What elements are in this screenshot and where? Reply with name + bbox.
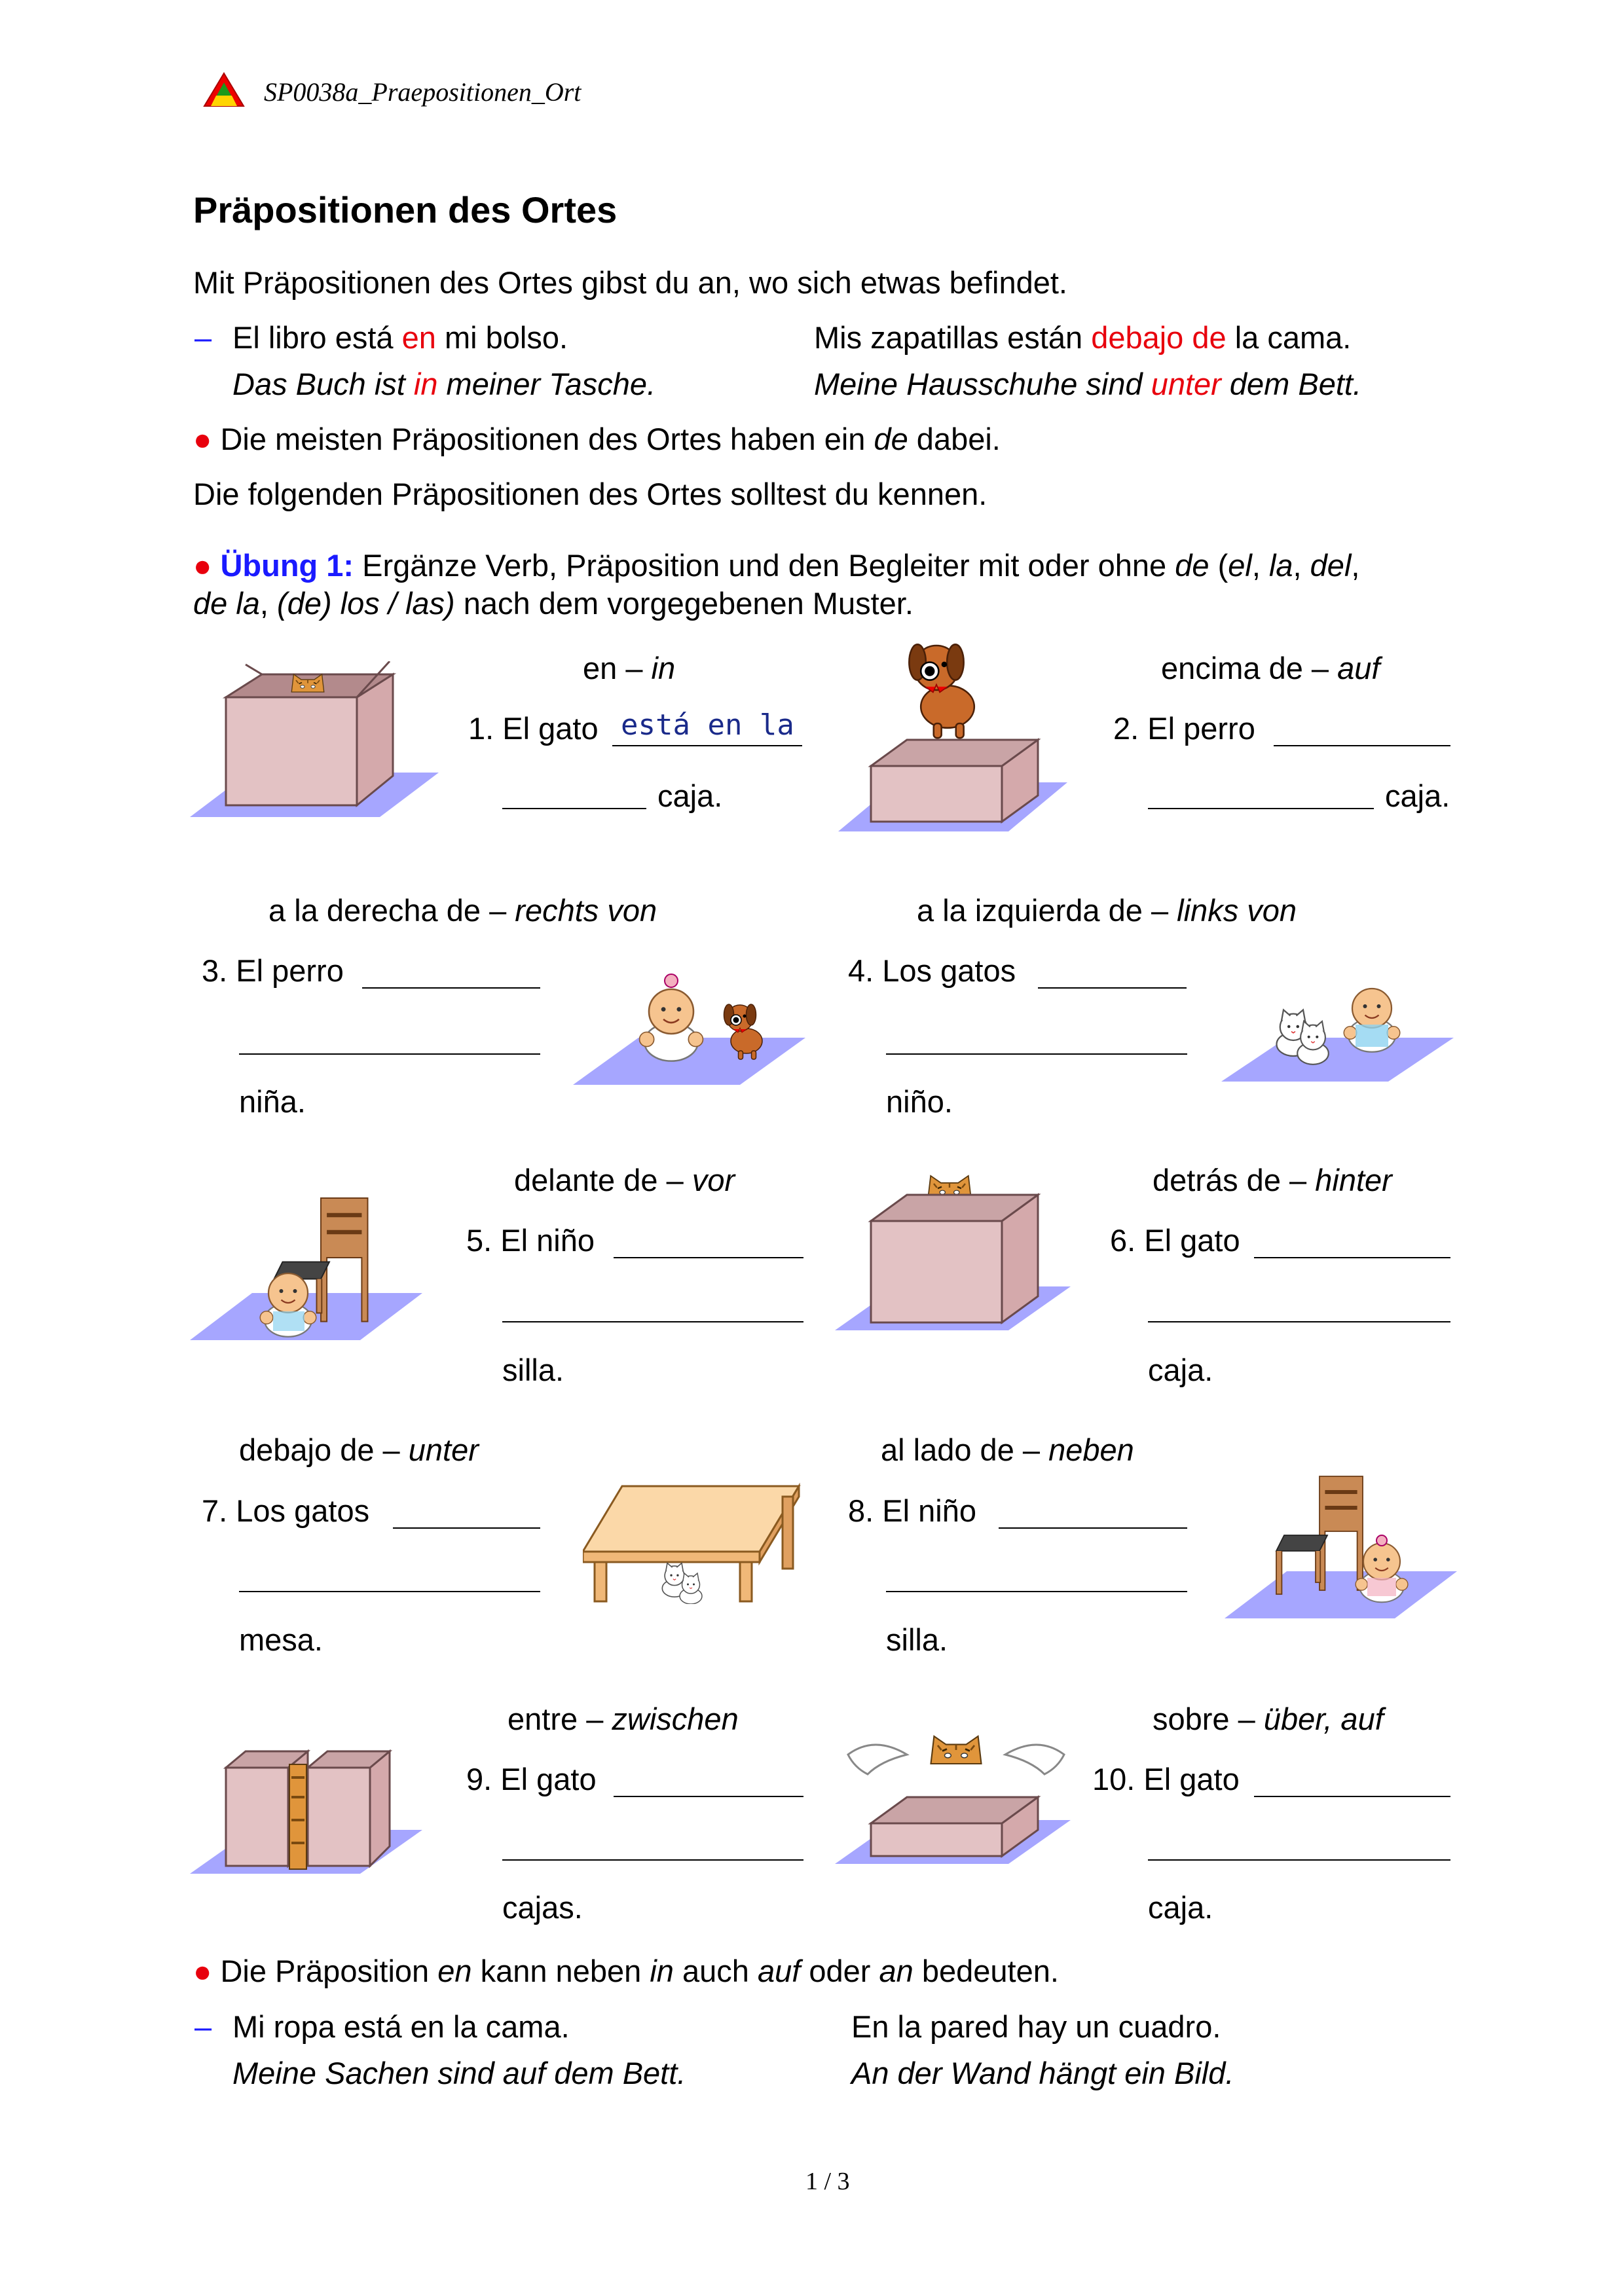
- outro-example-2-de: An der Wand hängt ein Bild.: [851, 2056, 1234, 2090]
- exercise-10-end: caja.: [1148, 1890, 1213, 1925]
- exercise-9-answer-line-1[interactable]: [614, 1796, 803, 1797]
- exercise-1-answer-line-2[interactable]: [502, 808, 646, 809]
- exercise-5-answer-line-1[interactable]: [614, 1257, 803, 1258]
- exercise-9-title: entre – zwischen: [507, 1702, 739, 1736]
- exercise-1-answer-line-1[interactable]: [612, 745, 802, 746]
- exercise-6-title: detrás de – hinter: [1153, 1163, 1392, 1197]
- exercise-7-sentence: 7. Los gatos: [202, 1493, 370, 1528]
- intro-example-1-es: El libro está en mi bolso.: [232, 320, 568, 355]
- exercise-10-answer-line-2[interactable]: [1148, 1859, 1450, 1861]
- exercise-3-answer-line-2[interactable]: [239, 1053, 540, 1055]
- exercise-5-illustration: [190, 1195, 426, 1345]
- intro-example-1-de: Das Buch ist in meiner Tasche.: [232, 367, 656, 401]
- exercise-9-illustration: [190, 1715, 426, 1879]
- dash-marker: –: [194, 320, 212, 355]
- exercise-5-end: silla.: [502, 1353, 564, 1387]
- exercise-7-answer-line-1[interactable]: [393, 1527, 540, 1529]
- exercise-8-end: silla.: [886, 1622, 948, 1657]
- exercise-4-illustration: [1221, 969, 1457, 1087]
- intro-line-2: Die folgenden Präpositionen des Ortes solltest du kennen.: [193, 477, 987, 511]
- exercise-10-illustration: [835, 1719, 1077, 1869]
- exercise-3-end: niña.: [239, 1084, 306, 1119]
- exercise-4-sentence: 4. Los gatos: [848, 953, 1016, 988]
- exercise-7-answer-line-2[interactable]: [239, 1591, 540, 1592]
- exercise-3-answer-line-1[interactable]: [362, 987, 540, 989]
- exercise-8-title: al lado de – neben: [881, 1432, 1134, 1467]
- exercise-4-answer-line-2[interactable]: [886, 1053, 1187, 1055]
- task-instruction-2: de la, (de) los / las) nach dem vorgegebenen Muster.: [193, 586, 913, 621]
- exercise-8-sentence: 8. El niño: [848, 1493, 976, 1528]
- note-de: ● Die meisten Präpositionen des Ortes haben ein de dabei.: [193, 422, 1001, 456]
- logo-icon: [203, 72, 245, 109]
- exercise-2-title: encima de – auf: [1161, 651, 1380, 685]
- note-en: ● Die Präposition en kann neben in auch auf oder an bedeuten.: [193, 1954, 1059, 1988]
- exercise-3-sentence: 3. El perro: [202, 953, 344, 988]
- exercise-1-answer: está en la: [621, 708, 794, 742]
- exercise-1-title: en – in: [583, 651, 676, 685]
- exercise-9-sentence: 9. El gato: [466, 1762, 597, 1796]
- exercise-3-illustration: [573, 959, 809, 1090]
- intro-example-2-de: Meine Hausschuhe sind unter dem Bett.: [814, 367, 1362, 401]
- exercise-1-end: caja.: [657, 778, 723, 813]
- exercise-7-end: mesa.: [239, 1622, 323, 1657]
- exercise-6-illustration: [835, 1172, 1077, 1336]
- page-number: 1 / 3: [805, 2168, 850, 2195]
- exercise-8-answer-line-2[interactable]: [886, 1591, 1187, 1592]
- exercise-9-end: cajas.: [502, 1890, 583, 1925]
- outro-example-2-es: En la pared hay un cuadro.: [851, 2009, 1221, 2044]
- exercise-4-end: niño.: [886, 1084, 953, 1119]
- exercise-8-answer-line-1[interactable]: [999, 1527, 1187, 1529]
- exercise-10-title: sobre – über, auf: [1153, 1702, 1384, 1736]
- exercise-3-title: a la derecha de – rechts von: [268, 893, 657, 928]
- page-title: Präpositionen des Ortes: [193, 189, 618, 230]
- exercise-2-answer-line-2[interactable]: [1148, 808, 1374, 809]
- exercise-1-sentence: 1. El gato: [468, 711, 599, 746]
- exercise-2-answer-line-1[interactable]: [1274, 745, 1450, 746]
- exercise-2-end: caja.: [1385, 778, 1450, 813]
- exercise-10-sentence: 10. El gato: [1092, 1762, 1240, 1796]
- exercise-5-sentence: 5. El niño: [466, 1223, 595, 1258]
- outro-example-1-de: Meine Sachen sind auf dem Bett.: [232, 2056, 686, 2090]
- task-instruction-1: ● Übung 1: Ergänze Verb, Präposition und den Begleiter mit oder ohne de (el, la, del,: [193, 548, 1360, 583]
- exercise-6-end: caja.: [1148, 1353, 1213, 1387]
- exercise-5-answer-line-2[interactable]: [502, 1321, 803, 1322]
- exercise-10-answer-line-1[interactable]: [1254, 1796, 1450, 1797]
- exercise-1-illustration: [190, 661, 445, 825]
- exercise-4-title: a la izquierda de – links von: [917, 893, 1297, 928]
- exercise-8-illustration: [1225, 1467, 1460, 1624]
- doc-code: SP0038a_Praepositionen_Ort: [264, 77, 581, 107]
- exercise-6-answer-line-2[interactable]: [1148, 1321, 1450, 1322]
- outro-example-1-es: Mi ropa está en la cama.: [232, 2009, 570, 2044]
- exercise-2-illustration: [838, 642, 1074, 838]
- exercise-2-sentence: 2. El perro: [1113, 711, 1255, 746]
- intro-example-2-es: Mis zapatillas están debajo de la cama.: [814, 320, 1352, 355]
- exercise-6-answer-line-1[interactable]: [1254, 1257, 1450, 1258]
- exercise-6-sentence: 6. El gato: [1110, 1223, 1240, 1258]
- exercise-7-illustration: [583, 1473, 805, 1604]
- exercise-7-title: debajo de – unter: [239, 1432, 479, 1467]
- dash-marker: –: [194, 2009, 212, 2044]
- exercise-9-answer-line-2[interactable]: [502, 1859, 803, 1861]
- exercise-5-title: delante de – vor: [514, 1163, 735, 1197]
- intro-line-1: Mit Präpositionen des Ortes gibst du an, wo sich etwas befindet.: [193, 265, 1067, 300]
- exercise-4-answer-line-1[interactable]: [1038, 987, 1187, 989]
